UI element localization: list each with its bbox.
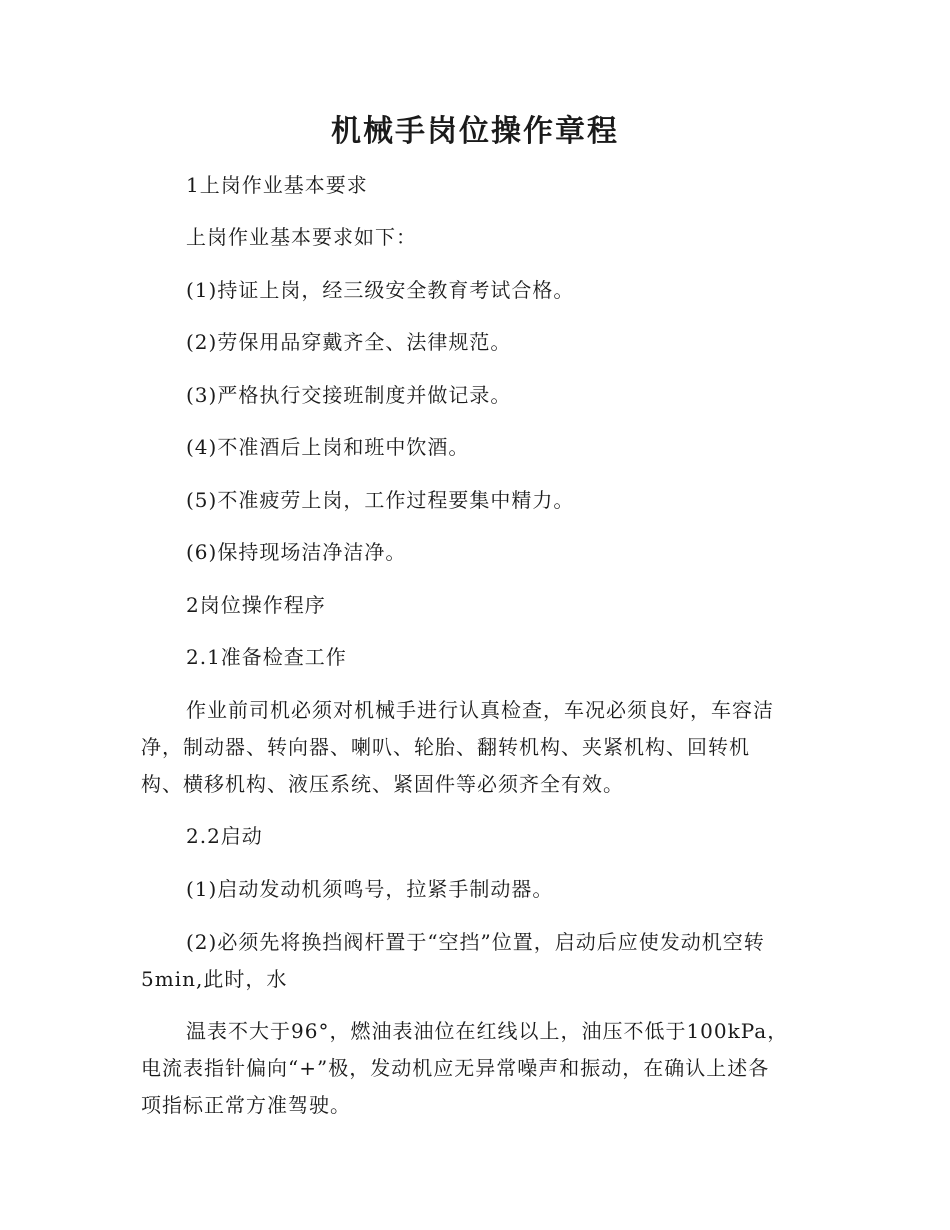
requirement-item-1: (1)持证上岗，经三级安全教育考试合格。 [186,278,575,302]
section-heading-1: 1上岗作业基本要求 [186,173,368,197]
paragraph-line: 构、横移机构、液压系统、紧固件等必须齐全有效。 [141,772,624,796]
requirement-item-2: (2)劳保用品穿戴齐全、法律规范。 [186,330,512,354]
paragraph-line: 电流表指针偏向“+”极，发动机应无异常噪声和振动，在确认上述各 [141,1056,770,1080]
paragraph-line: 温表不大于96°，燃油表油位在红线以上，油压不低于100kPa， [186,1019,789,1043]
paragraph-intro: 上岗作业基本要求如下： [186,225,417,249]
paragraph-line: 项指标正常方准驾驶。 [141,1093,351,1117]
paragraph-line: 5min,此时，水 [141,967,288,991]
subsection-heading-2-1: 2.1准备检查工作 [186,645,347,669]
start-step-1: (1)启动发动机须鸣号，拉紧手制动器。 [186,877,554,901]
start-step-2: (2)必须先将换挡阀杆置于“空挡”位置，启动后应使发动机空转 [186,930,765,954]
requirement-item-5: (5)不准疲劳上岗，工作过程要集中精力。 [186,488,575,512]
requirement-item-6: (6)保持现场洁净洁净。 [186,540,407,564]
paragraph-line: 净，制动器、转向器、喇叭、轮胎、翻转机构、夹紧机构、回转机 [141,735,750,759]
requirement-item-4: (4)不准酒后上岗和班中饮酒。 [186,435,470,459]
document-title: 机械手岗位操作章程 [331,114,619,149]
section-heading-2: 2岗位操作程序 [186,593,326,617]
subsection-heading-2-2: 2.2启动 [186,824,263,848]
paragraph-line: 作业前司机必须对机械手进行认真检查，车况必须良好，车容洁 [186,698,774,722]
requirement-item-3: (3)严格执行交接班制度并做记录。 [186,383,512,407]
